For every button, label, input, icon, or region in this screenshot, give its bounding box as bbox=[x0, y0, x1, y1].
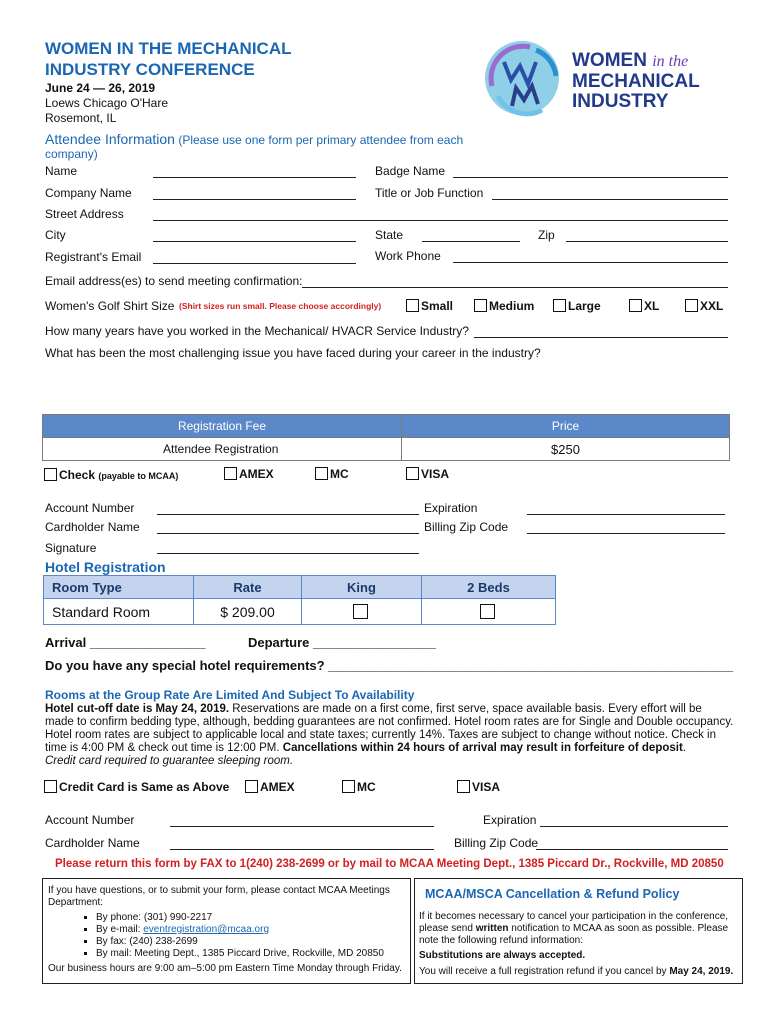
contact-intro: If you have questions, or to submit your form, please contact MCAA Meetings bbox=[48, 885, 390, 896]
pay-mc-label: MC bbox=[330, 467, 349, 481]
hotel-pay-amex-option[interactable] bbox=[245, 780, 295, 794]
cardholder-field[interactable] bbox=[157, 533, 419, 534]
state-field[interactable] bbox=[422, 241, 520, 242]
hotel-cardholder-label: Cardholder Name bbox=[45, 836, 140, 850]
name-label: Name bbox=[45, 164, 78, 178]
hotel-pay-visa-checkbox[interactable] bbox=[457, 780, 470, 793]
city-label: City bbox=[45, 228, 66, 242]
cc-same-option[interactable] bbox=[44, 780, 229, 794]
pay-check-option[interactable] bbox=[44, 468, 178, 482]
pay-visa-label: VISA bbox=[421, 467, 450, 481]
size-xl-option[interactable] bbox=[629, 299, 659, 313]
pay-amex-checkbox[interactable] bbox=[224, 467, 237, 480]
contact-mail: ▪ By mail: Meeting Dept., 1385 Piccard Drive, Rockville, MD 20850 bbox=[96, 948, 402, 960]
col-price: Price bbox=[402, 415, 730, 438]
work-phone-field[interactable] bbox=[453, 262, 728, 263]
confirm-email-field[interactable] bbox=[302, 287, 728, 288]
city-field[interactable] bbox=[153, 241, 356, 242]
hotel-pay-mc-label: MC bbox=[357, 780, 376, 794]
cancellation-box bbox=[414, 878, 743, 984]
pay-check-checkbox[interactable] bbox=[44, 468, 57, 481]
refund-note bbox=[419, 966, 733, 978]
business-hours: Our business hours are 9:00 am–5:00 pm Eastern Time Monday through Friday. bbox=[48, 963, 402, 974]
hotel-policy-paragraph bbox=[45, 703, 733, 768]
years-field[interactable] bbox=[474, 337, 728, 338]
cancellation-line2-pre: please send bbox=[419, 923, 476, 934]
conference-dates: June 24 — 26, 2019 bbox=[45, 81, 156, 95]
substitutions-note: Substitutions are always accepted. bbox=[419, 950, 586, 961]
hotel-pay-mc-option[interactable] bbox=[342, 780, 376, 794]
cancellation-body bbox=[419, 911, 733, 978]
conference-title-line1: WOMEN IN THE MECHANICAL bbox=[45, 39, 292, 58]
col-registration-fee: Registration Fee bbox=[43, 415, 402, 438]
expiration-field[interactable] bbox=[527, 514, 725, 515]
size-xxl-option[interactable] bbox=[685, 299, 723, 313]
size-medium-label: Medium bbox=[489, 299, 535, 313]
cancellation-heading: MCAA/MSCA Cancellation & Refund Policy bbox=[425, 887, 680, 901]
table-row bbox=[43, 438, 730, 461]
size-xl-checkbox[interactable] bbox=[629, 299, 642, 312]
company-field[interactable] bbox=[153, 199, 356, 200]
challenge-answer-area[interactable] bbox=[45, 364, 728, 410]
departure-field[interactable]: Departure _________________ bbox=[248, 635, 436, 650]
attendee-note-cont: company) bbox=[45, 147, 98, 161]
email-label: Registrant's Email bbox=[45, 250, 142, 264]
hotel-expiration-label: Expiration bbox=[483, 813, 537, 827]
hotel-pay-amex-label: AMEX bbox=[260, 780, 295, 794]
cancellation-line2 bbox=[419, 923, 733, 935]
cc-same-checkbox[interactable] bbox=[44, 780, 57, 793]
hotel-account-number-label: Account Number bbox=[45, 813, 135, 827]
refund-date: May 24, 2019. bbox=[669, 966, 734, 977]
attendee-registration-label: Attendee Registration bbox=[43, 438, 402, 461]
pay-amex-label: AMEX bbox=[239, 467, 274, 481]
cancellation-line1: If it becomes necessary to cancel your participation in the conference, bbox=[419, 911, 729, 922]
availability-heading: Rooms at the Group Rate Are Limited And Subject To Availability bbox=[45, 688, 415, 702]
size-xl-label: XL bbox=[644, 299, 660, 313]
pay-check-label: Check bbox=[59, 468, 96, 482]
policy-line4: time is 4:00 PM & check out time is 12:00 PM. bbox=[45, 742, 283, 754]
size-xxl-checkbox[interactable] bbox=[685, 299, 698, 312]
email-field[interactable] bbox=[153, 263, 356, 264]
attendee-note: (Please use one form per primary attendee from each bbox=[178, 133, 464, 147]
pay-visa-option[interactable] bbox=[406, 467, 449, 481]
return-instructions: Please return this form by FAX to 1(240) 238-2699 or by mail to MCAA Meeting Dept., 1385 Piccard Dr., Rockville, MD 20850 bbox=[55, 858, 724, 870]
attendee-heading: Attendee Information bbox=[45, 131, 175, 147]
state-label: State bbox=[375, 228, 404, 242]
hotel-account-number-field[interactable] bbox=[170, 826, 434, 827]
col-room-type: Room Type bbox=[44, 576, 194, 599]
years-question: How many years have you worked in the Mechanical/ HVACR Service Industry? bbox=[45, 324, 469, 338]
hotel-expiration-field[interactable] bbox=[540, 826, 728, 827]
size-medium-checkbox[interactable] bbox=[474, 299, 487, 312]
title-job-label: Title or Job Function bbox=[375, 186, 484, 200]
confirm-email-label: Email address(es) to send meeting confirmation: bbox=[45, 274, 303, 288]
hotel-pay-visa-option[interactable] bbox=[457, 780, 500, 794]
work-phone-label: Work Phone bbox=[375, 249, 441, 263]
zip-field[interactable] bbox=[566, 241, 728, 242]
policy-line1: Reservations are made on a first come, first serve, space available basis. Every effort will be bbox=[229, 703, 702, 715]
attendee-registration-price: $250 bbox=[402, 438, 730, 461]
company-label: Company Name bbox=[45, 186, 132, 200]
contact-methods-list bbox=[48, 912, 402, 960]
cc-same-label: Credit Card is Same as Above bbox=[59, 780, 230, 794]
zip-label: Zip bbox=[538, 228, 555, 242]
arrival-field[interactable]: Arrival ________________ bbox=[45, 635, 206, 650]
shirt-size-label: Women's Golf Shirt Size bbox=[45, 299, 175, 313]
conference-title bbox=[45, 38, 291, 80]
size-small-checkbox[interactable] bbox=[406, 299, 419, 312]
logo-wordmark bbox=[572, 51, 700, 112]
room-type-value: Standard Room bbox=[44, 599, 194, 625]
pay-mc-option[interactable] bbox=[315, 467, 349, 481]
shirt-size-note: (Shirt sizes run small. Please choose accordingly) bbox=[179, 301, 382, 311]
contact-fax: ▪ By fax: (240) 238-2699 bbox=[96, 936, 402, 948]
badge-name-field[interactable] bbox=[453, 177, 728, 178]
cancellation-warning: Cancellations within 24 hours of arrival may result in forfeiture of deposit bbox=[282, 742, 683, 754]
hotel-table-header bbox=[44, 576, 556, 599]
credit-card-required-note: Credit card required to guarantee sleeping room. bbox=[45, 755, 294, 767]
cancellation-line2-post: notification to MCAA as soon as possible. Please bbox=[508, 923, 729, 934]
logo-word-in-the: in the bbox=[652, 53, 689, 70]
two-beds-cell bbox=[422, 599, 556, 625]
contact-content bbox=[48, 885, 402, 975]
logo-word-women: WOMEN bbox=[572, 50, 647, 71]
pay-mc-checkbox[interactable] bbox=[315, 467, 328, 480]
room-rate-value: $ 209.00 bbox=[194, 599, 302, 625]
cutoff-date-text: Hotel cut-off date is May 24, 2019. bbox=[45, 703, 230, 715]
conference-city: Rosemont, IL bbox=[45, 111, 117, 125]
contact-intro-cont: Department: bbox=[48, 897, 104, 908]
expiration-label: Expiration bbox=[424, 501, 478, 515]
conference-venue: Loews Chicago O'Hare bbox=[45, 96, 169, 110]
hotel-pay-mc-checkbox[interactable] bbox=[342, 780, 355, 793]
billing-zip-label: Billing Zip Code bbox=[424, 520, 509, 534]
logo-word-industry: INDUSTRY bbox=[572, 91, 669, 112]
policy-line2: made to confirm bedding type, although, bedding guarantees are not confirmed. Hotel room rates are for Single and Double occupancy. bbox=[45, 716, 734, 728]
contact-email-link[interactable]: eventregistration@mcaa.org bbox=[143, 924, 270, 935]
table-row bbox=[44, 599, 556, 625]
size-xxl-label: XXL bbox=[700, 299, 724, 313]
street-label: Street Address bbox=[45, 207, 124, 221]
conference-title-line2: INDUSTRY CONFERENCE bbox=[45, 60, 255, 79]
signature-label: Signature bbox=[45, 541, 97, 555]
hotel-pay-amex-checkbox[interactable] bbox=[245, 780, 258, 793]
hotel-heading: Hotel Registration bbox=[45, 559, 166, 575]
challenge-question: What has been the most challenging issue you have faced during your career in the industry? bbox=[45, 346, 541, 360]
pay-check-note: (payable to MCAA) bbox=[98, 471, 179, 481]
billing-zip-field[interactable] bbox=[527, 533, 725, 534]
col-2-beds: 2 Beds bbox=[422, 576, 556, 599]
col-king: King bbox=[302, 576, 422, 599]
hotel-room-table bbox=[43, 575, 556, 625]
pay-visa-checkbox[interactable] bbox=[406, 467, 419, 480]
title-job-field[interactable] bbox=[492, 199, 728, 200]
registration-fee-table bbox=[42, 414, 730, 461]
contact-phone: ▪ By phone: (301) 990-2217 bbox=[96, 912, 402, 924]
size-large-checkbox[interactable] bbox=[553, 299, 566, 312]
col-rate: Rate bbox=[194, 576, 302, 599]
hotel-cardholder-field[interactable] bbox=[170, 849, 434, 850]
attendee-section-heading bbox=[45, 131, 463, 147]
king-checkbox[interactable] bbox=[353, 604, 368, 619]
size-large-option[interactable] bbox=[553, 299, 601, 313]
hotel-pay-visa-label: VISA bbox=[472, 780, 501, 794]
registration-table-header bbox=[43, 415, 730, 438]
account-number-label: Account Number bbox=[45, 501, 135, 515]
hotel-billing-zip-label: Billing Zip Code bbox=[454, 836, 539, 850]
contact-email-prefix: By e-mail: bbox=[96, 924, 144, 935]
pay-amex-option[interactable] bbox=[224, 467, 274, 481]
size-small-label: Small bbox=[421, 299, 454, 313]
account-number-field[interactable] bbox=[157, 514, 419, 515]
king-cell bbox=[302, 599, 422, 625]
cancellation-line3: note the following refund information: bbox=[419, 935, 583, 946]
contact-box bbox=[42, 878, 411, 984]
contact-email-item bbox=[96, 924, 402, 936]
size-medium-option[interactable] bbox=[474, 299, 534, 313]
size-large-label: Large bbox=[568, 299, 601, 313]
written-emphasis: written bbox=[475, 923, 509, 934]
refund-note-text: You will receive a full registration refund if you cancel by bbox=[419, 966, 670, 977]
wmi-logo bbox=[480, 36, 740, 122]
badge-name-label: Badge Name bbox=[375, 164, 446, 178]
special-requirements-field[interactable]: Do you have any special hotel requirements? ________________________________________________________ bbox=[45, 658, 734, 673]
signature-field[interactable] bbox=[157, 553, 419, 554]
name-field[interactable] bbox=[153, 177, 356, 178]
policy-line4-end: . bbox=[682, 742, 686, 754]
cardholder-label: Cardholder Name bbox=[45, 520, 140, 534]
street-field[interactable] bbox=[153, 220, 728, 221]
two-beds-checkbox[interactable] bbox=[480, 604, 495, 619]
policy-line3: Hotel room rates are subject to applicable local and state taxes; currently 14%. Taxes are subject to change without notice. Check in bbox=[45, 729, 716, 741]
size-small-option[interactable] bbox=[406, 299, 453, 313]
hotel-billing-zip-field[interactable] bbox=[536, 849, 728, 850]
logo-word-mechanical: MECHANICAL bbox=[572, 71, 700, 92]
logo-emblem-icon bbox=[480, 36, 566, 122]
